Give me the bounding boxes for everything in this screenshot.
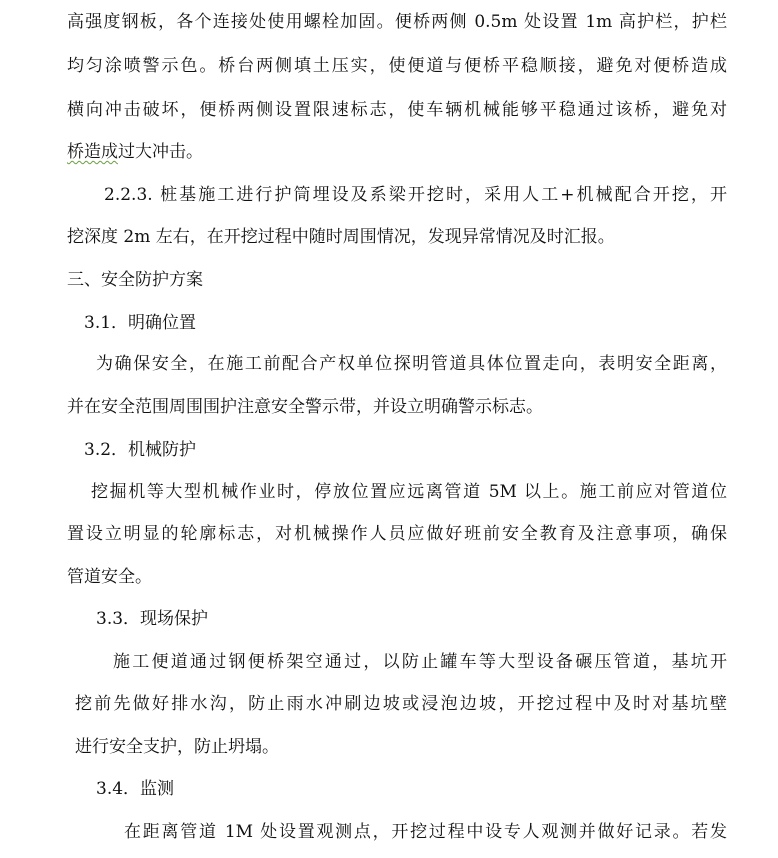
paragraph-2-line-1: 2.2.3. 桩基施工进行护筒埋设及系梁开挖时，采用人工+机械配合开挖，开 — [104, 185, 727, 205]
paragraph-1-line-2: 均匀涂喷警示色。桥台两侧填土压实，使便道与便桥平稳顺接，避免对便桥造成 — [67, 56, 727, 76]
section-3-2-line-1: 挖掘机等大型机械作业时，停放位置应远离管道 5M 以上。施工前应对管道位 — [91, 482, 727, 502]
paragraph-1-line-4-rest: 过大冲击。 — [118, 142, 203, 162]
paragraph-1-line-1: 高强度钢板，各个连接处使用螺栓加固。便桥两侧 0.5m 处设置 1m 高护栏，护栏 — [67, 12, 727, 32]
section-3-2-heading: 3.2．机械防护 — [84, 440, 197, 460]
paragraph-1-line-4 — [67, 140, 203, 164]
section-3-1-line-2: 并在安全范围周围围护注意安全警示带，并设立明确警示标志。 — [67, 397, 543, 417]
section-3-3-heading: 3.3．现场保护 — [96, 609, 209, 629]
section-3-3-line-1: 施工便道通过钢便桥架空通过，以防止罐车等大型设备碾压管道，基坑开 — [113, 652, 727, 672]
section-3-4-heading: 3.4．监测 — [96, 779, 175, 799]
spellcheck-flagged-text: 桥造成 — [67, 142, 118, 162]
paragraph-1-line-3: 横向冲击破坏，便桥两侧设置限速标志，使车辆机械能够平稳通过该桥，避免对 — [67, 100, 727, 120]
section-3-1-heading: 3.1．明确位置 — [84, 313, 197, 333]
section-3-2-line-2: 置设立明显的轮廓标志，对机械操作人员应做好班前安全教育及注意事项，确保 — [67, 524, 727, 544]
section-3-3-line-3: 进行安全支护，防止坍塌。 — [75, 737, 279, 757]
paragraph-2-line-2: 挖深度 2m 左右，在开挖过程中随时周围情况，发现异常情况及时汇报。 — [67, 227, 615, 247]
section-3-1-line-1: 为确保安全，在施工前配合产权单位探明管道具体位置走向，表明安全距离， — [96, 354, 727, 374]
section-3-2-line-3: 管道安全。 — [67, 567, 152, 587]
section-3-3-line-2: 挖前先做好排水沟，防止雨水冲刷边坡或浸泡边坡，开挖过程中及时对基坑壁 — [75, 694, 727, 714]
section-3-heading: 三、安全防护方案 — [67, 270, 203, 290]
section-3-4-line-1: 在距离管道 1M 处设置观测点，开挖过程中设专人观测并做好记录。若发 — [124, 822, 727, 842]
